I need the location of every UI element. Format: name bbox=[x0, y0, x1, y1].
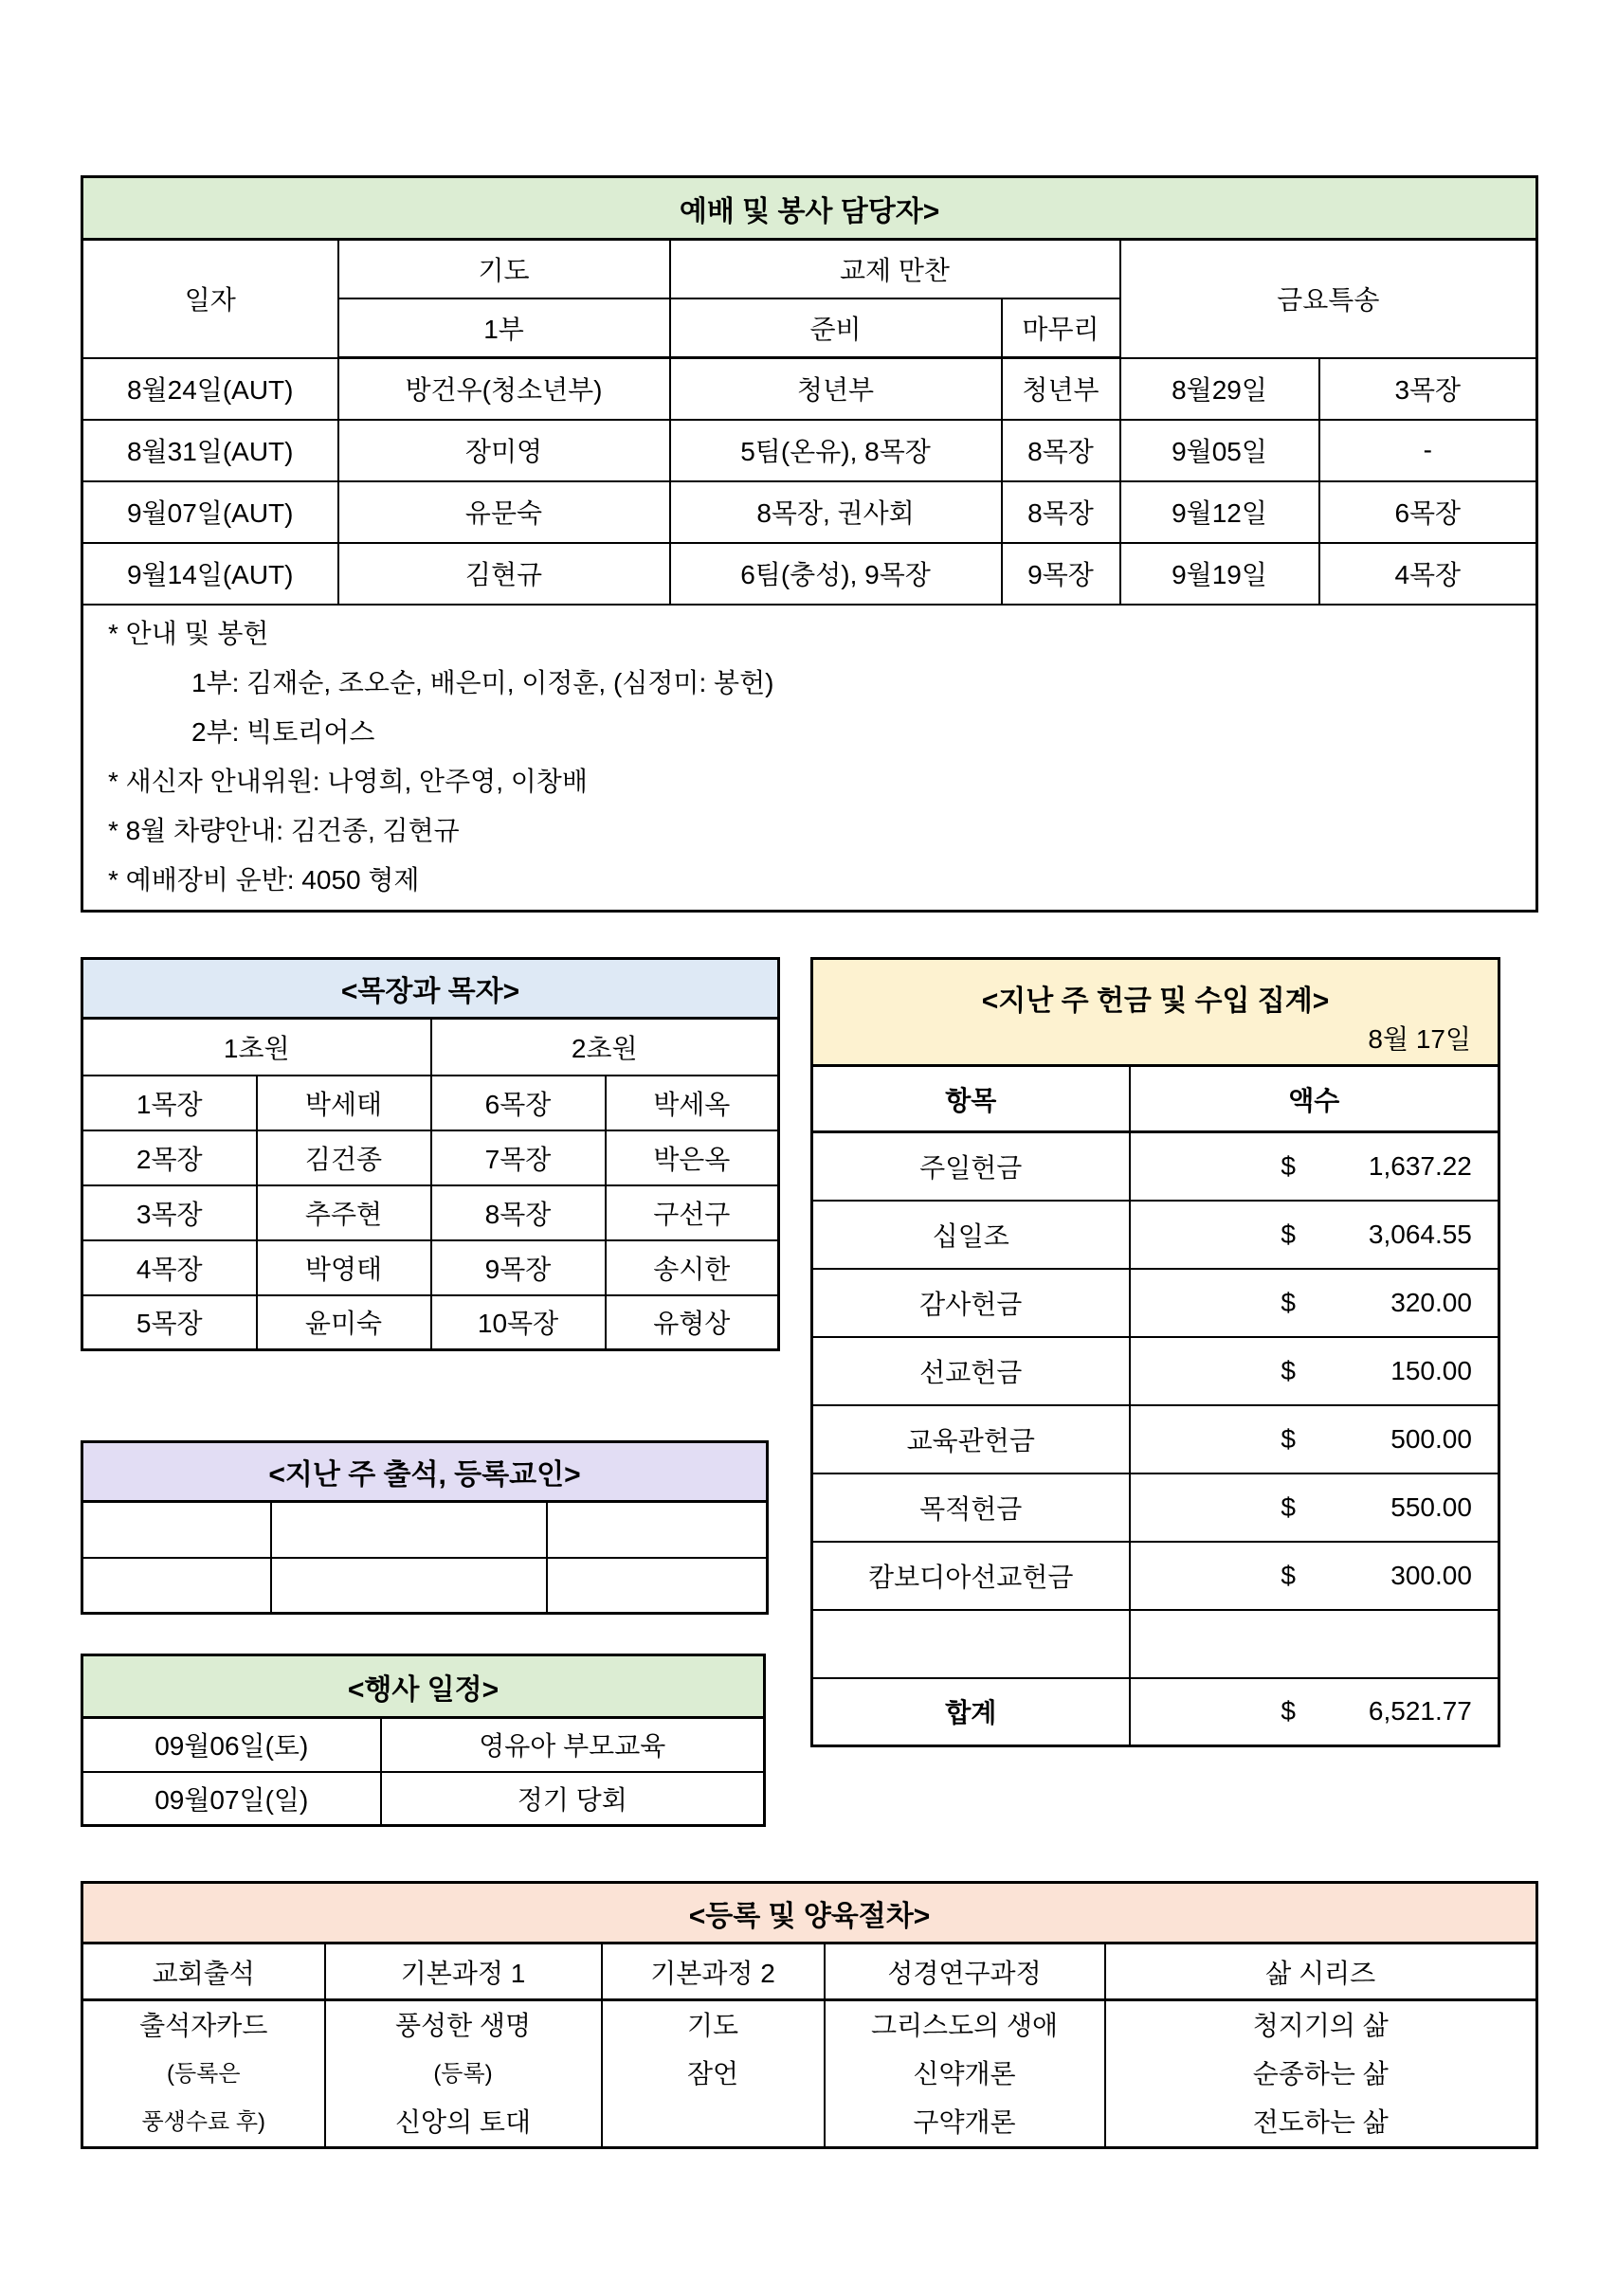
cell-event-name: 정기 당회 bbox=[381, 1772, 765, 1826]
table-row bbox=[82, 1558, 768, 1614]
amount-value: 300.00 bbox=[1390, 1560, 1472, 1590]
cell-line: 청지기의 삶 bbox=[1252, 2011, 1389, 2040]
cell-event-name: 영유아 부모교육 bbox=[381, 1718, 765, 1772]
procedure-table-title: <등록 및 양육절차> bbox=[82, 1883, 1537, 1943]
currency-symbol: $ bbox=[1281, 1423, 1296, 1454]
cell-prayer: 장미영 bbox=[338, 420, 670, 481]
table-row bbox=[812, 1269, 1499, 1337]
cell-item: 주일헌금 bbox=[812, 1132, 1130, 1201]
cell-line: (등록은 bbox=[166, 2061, 241, 2087]
table-row bbox=[82, 1718, 765, 1772]
cell-date: 9월14일(AUT) bbox=[82, 543, 338, 605]
empty-cell bbox=[812, 1610, 1130, 1678]
cell-line: 그리스도의 생애 bbox=[870, 2011, 1059, 2040]
currency-symbol: $ bbox=[1281, 1219, 1296, 1249]
cell-prep: 8목장, 권사회 bbox=[670, 481, 1002, 543]
cell-prayer: 김현규 bbox=[338, 543, 670, 605]
note-line: * 안내 및 봉헌 bbox=[108, 619, 269, 649]
amount-value: 3,064.55 bbox=[1368, 1219, 1472, 1249]
col-header-basic-course-2: 기본과정 2 bbox=[602, 1943, 825, 2000]
table-row bbox=[812, 1610, 1499, 1678]
cell-mokjang: 8목장 bbox=[431, 1185, 606, 1240]
table-row bbox=[82, 481, 1537, 543]
cell-friday-team: - bbox=[1319, 420, 1537, 481]
cell-date: 8월24일(AUT) bbox=[82, 358, 338, 420]
cell-mokjang: 1목장 bbox=[82, 1076, 257, 1130]
cell-item: 감사헌금 bbox=[812, 1269, 1130, 1337]
procedure-table bbox=[81, 1881, 1538, 2149]
cell-bible-study-course bbox=[825, 2000, 1105, 2148]
cell-basic-course-2 bbox=[602, 2000, 825, 2148]
cell-amount bbox=[1130, 1405, 1499, 1473]
cell-line: 신앙의 토대 bbox=[394, 2107, 532, 2137]
table-row bbox=[82, 1502, 768, 1558]
col-header-bible-study-course: 성경연구과정 bbox=[825, 1943, 1105, 2000]
table-row bbox=[82, 1295, 779, 1350]
cell-finish: 8목장 bbox=[1002, 481, 1120, 543]
currency-symbol: $ bbox=[1281, 1355, 1296, 1385]
table-row bbox=[812, 1201, 1499, 1269]
note-line: 2부: 빅토리어스 bbox=[191, 717, 375, 748]
events-table bbox=[81, 1654, 766, 1827]
cell-shepherd: 추주현 bbox=[257, 1185, 431, 1240]
cell-item: 십일조 bbox=[812, 1201, 1130, 1269]
amount-value: 6,521.77 bbox=[1368, 1696, 1472, 1727]
col-header-friday-special: 금요특송 bbox=[1120, 240, 1537, 358]
amount-value: 550.00 bbox=[1390, 1491, 1472, 1522]
note-line: 1부: 김재순, 조오순, 배은미, 이정훈, (심정미: 봉헌) bbox=[191, 668, 774, 698]
offering-table-title: <지난 주 헌금 및 수입 집계> bbox=[981, 985, 1330, 1017]
table-row bbox=[812, 1473, 1499, 1542]
cell-shepherd: 김건종 bbox=[257, 1130, 431, 1185]
cell-finish: 9목장 bbox=[1002, 543, 1120, 605]
offering-date: 8월 17일 bbox=[1368, 1024, 1472, 1054]
total-label: 합계 bbox=[812, 1678, 1130, 1746]
cell-friday-date: 9월12일 bbox=[1120, 481, 1319, 543]
cell-line: 기도 bbox=[686, 2011, 739, 2040]
empty-cell bbox=[547, 1558, 768, 1614]
cell-line: 순종하는 삶 bbox=[1252, 2059, 1389, 2088]
col-header-fellowship: 교제 만찬 bbox=[670, 240, 1120, 298]
cell-mokjang: 2목장 bbox=[82, 1130, 257, 1185]
cell-friday-team: 4목장 bbox=[1319, 543, 1537, 605]
worship-service-table bbox=[81, 175, 1538, 913]
cell-mokjang: 4목장 bbox=[82, 1240, 257, 1295]
events-table-title: <행사 일정> bbox=[82, 1655, 765, 1718]
cell-mokjang: 6목장 bbox=[431, 1076, 606, 1130]
note-line: * 예배장비 운반: 4050 형제 bbox=[108, 865, 420, 895]
cell-date: 9월07일(AUT) bbox=[82, 481, 338, 543]
table-row bbox=[812, 1337, 1499, 1405]
cell-shepherd: 구선구 bbox=[606, 1185, 779, 1240]
cell-friday-date: 9월19일 bbox=[1120, 543, 1319, 605]
cell-line: 잠언 bbox=[686, 2059, 739, 2088]
col-header-amount: 액수 bbox=[1130, 1066, 1499, 1132]
table-row bbox=[812, 1542, 1499, 1610]
cell-shepherd: 박세태 bbox=[257, 1076, 431, 1130]
col-header-church-attendance: 교회출석 bbox=[82, 1943, 325, 2000]
notes-cell bbox=[82, 605, 1537, 912]
cell-amount bbox=[1130, 1201, 1499, 1269]
cell-date: 8월31일(AUT) bbox=[82, 420, 338, 481]
table-row bbox=[82, 420, 1537, 481]
total-row bbox=[812, 1678, 1499, 1746]
table-row bbox=[82, 543, 1537, 605]
mokjang-table bbox=[81, 957, 780, 1351]
col-header-finish: 마무리 bbox=[1002, 298, 1120, 358]
cell-line: (등록) bbox=[433, 2061, 493, 2087]
cell-finish: 청년부 bbox=[1002, 358, 1120, 420]
empty-cell bbox=[547, 1502, 768, 1558]
cell-mokjang: 7목장 bbox=[431, 1130, 606, 1185]
cell-item: 교육관헌금 bbox=[812, 1405, 1130, 1473]
cell-shepherd: 박은옥 bbox=[606, 1130, 779, 1185]
table-row bbox=[812, 1132, 1499, 1201]
cell-shepherd: 박세옥 bbox=[606, 1076, 779, 1130]
col-header-prep: 준비 bbox=[670, 298, 1002, 358]
cell-friday-team: 6목장 bbox=[1319, 481, 1537, 543]
empty-cell bbox=[1130, 1610, 1499, 1678]
cell-line: 풍생수료 후) bbox=[141, 2109, 266, 2135]
col-header-life-series: 삶 시리즈 bbox=[1105, 1943, 1537, 2000]
table-row bbox=[82, 1130, 779, 1185]
cell-life-series bbox=[1105, 2000, 1537, 2148]
cell-prep: 6팀(충성), 9목장 bbox=[670, 543, 1002, 605]
cell-line: 출석자카드 bbox=[139, 2011, 268, 2040]
note-line: * 8월 차량안내: 김건종, 김현규 bbox=[108, 816, 460, 846]
cell-shepherd: 윤미숙 bbox=[257, 1295, 431, 1350]
col-header-group2: 2초원 bbox=[431, 1019, 779, 1076]
cell-item: 선교헌금 bbox=[812, 1337, 1130, 1405]
cell-line bbox=[603, 2098, 824, 2146]
cell-event-date: 09월07일(일) bbox=[82, 1772, 381, 1826]
currency-symbol: $ bbox=[1281, 1560, 1296, 1590]
col-header-basic-course-1: 기본과정 1 bbox=[325, 1943, 602, 2000]
mokjang-table-title: <목장과 목자> bbox=[82, 959, 779, 1019]
empty-cell bbox=[82, 1558, 271, 1614]
cell-friday-team: 3목장 bbox=[1319, 358, 1537, 420]
cell-amount bbox=[1130, 1269, 1499, 1337]
table-row bbox=[82, 1076, 779, 1130]
cell-mokjang: 5목장 bbox=[82, 1295, 257, 1350]
col-header-date: 일자 bbox=[82, 240, 338, 358]
cell-shepherd: 송시한 bbox=[606, 1240, 779, 1295]
offering-table-header bbox=[812, 959, 1499, 1066]
cell-event-date: 09월06일(토) bbox=[82, 1718, 381, 1772]
offering-table bbox=[810, 957, 1500, 1747]
cell-finish: 8목장 bbox=[1002, 420, 1120, 481]
worship-table-title: 예배 및 봉사 담당자> bbox=[82, 177, 1537, 240]
cell-mokjang: 3목장 bbox=[82, 1185, 257, 1240]
cell-mokjang: 9목장 bbox=[431, 1240, 606, 1295]
col-header-part1: 1부 bbox=[338, 298, 670, 358]
currency-symbol: $ bbox=[1281, 1150, 1296, 1181]
cell-item: 목적헌금 bbox=[812, 1473, 1130, 1542]
cell-basic-course-1 bbox=[325, 2000, 602, 2148]
amount-value: 320.00 bbox=[1390, 1287, 1472, 1317]
attendance-table bbox=[81, 1440, 769, 1615]
empty-cell bbox=[271, 1558, 547, 1614]
cell-total-amount bbox=[1130, 1678, 1499, 1746]
cell-line: 신약개론 bbox=[913, 2059, 1016, 2088]
empty-cell bbox=[82, 1502, 271, 1558]
empty-cell bbox=[271, 1502, 547, 1558]
cell-line: 풍성한 생명 bbox=[394, 2011, 532, 2040]
cell-amount bbox=[1130, 1542, 1499, 1610]
col-header-prayer: 기도 bbox=[338, 240, 670, 298]
col-header-item: 항목 bbox=[812, 1066, 1130, 1132]
amount-value: 1,637.22 bbox=[1368, 1150, 1472, 1181]
cell-prep: 5팀(온유), 8목장 bbox=[670, 420, 1002, 481]
cell-line: 전도하는 삶 bbox=[1252, 2107, 1389, 2137]
cell-prayer: 유문숙 bbox=[338, 481, 670, 543]
cell-line: 구약개론 bbox=[913, 2107, 1016, 2137]
table-row bbox=[82, 1185, 779, 1240]
table-row bbox=[82, 1240, 779, 1295]
table-row bbox=[82, 358, 1537, 420]
col-header-group1: 1초원 bbox=[82, 1019, 431, 1076]
table-row bbox=[812, 1405, 1499, 1473]
cell-amount bbox=[1130, 1132, 1499, 1201]
currency-symbol: $ bbox=[1281, 1491, 1296, 1522]
note-line: * 새신자 안내위원: 나영희, 안주영, 이창배 bbox=[108, 767, 588, 797]
cell-shepherd: 박영태 bbox=[257, 1240, 431, 1295]
cell-mokjang: 10목장 bbox=[431, 1295, 606, 1350]
cell-prayer: 방건우(청소년부) bbox=[338, 358, 670, 420]
cell-item: 캄보디아선교헌금 bbox=[812, 1542, 1130, 1610]
cell-prep: 청년부 bbox=[670, 358, 1002, 420]
cell-amount bbox=[1130, 1473, 1499, 1542]
cell-friday-date: 9월05일 bbox=[1120, 420, 1319, 481]
cell-amount bbox=[1130, 1337, 1499, 1405]
currency-symbol: $ bbox=[1281, 1287, 1296, 1317]
amount-value: 150.00 bbox=[1390, 1355, 1472, 1385]
attendance-table-title: <지난 주 출석, 등록교인> bbox=[82, 1442, 768, 1502]
cell-church-attendance bbox=[82, 2000, 325, 2148]
table-row bbox=[82, 1772, 765, 1826]
cell-friday-date: 8월29일 bbox=[1120, 358, 1319, 420]
cell-shepherd: 유형상 bbox=[606, 1295, 779, 1350]
amount-value: 500.00 bbox=[1390, 1423, 1472, 1454]
currency-symbol: $ bbox=[1281, 1696, 1296, 1727]
